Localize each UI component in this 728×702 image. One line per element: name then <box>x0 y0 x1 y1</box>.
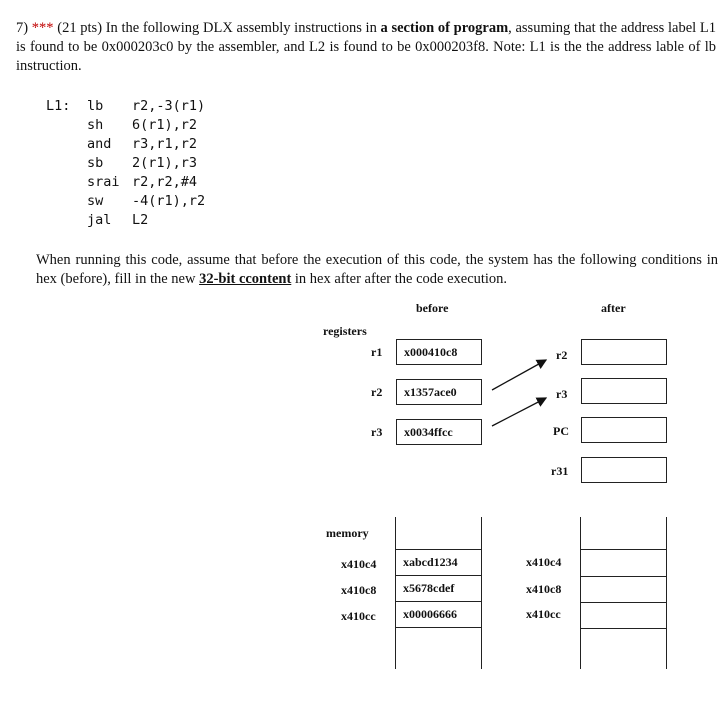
mem-value: x5678cdef <box>403 581 455 595</box>
question-intro: (21 pts) In the following DLX assembly instructions in <box>57 20 377 36</box>
code-args: 6(r1),r2 <box>132 117 198 133</box>
mem-value: x00006666 <box>403 607 457 621</box>
question-bold: a section of program <box>380 20 509 36</box>
after-mem-addr: x410c8 <box>526 582 562 596</box>
question-number: 7) <box>16 20 29 36</box>
code-op: lb <box>87 98 104 114</box>
question-rest: , assuming that the address label L1 is found to be 0x000203c0 by the assembler, and L2 is found to be 0x000203f8. Note: L1 is the the address lable of lb instruction. <box>16 20 716 74</box>
reg-name: r3 <box>371 425 383 439</box>
registers-label: registers <box>323 324 367 338</box>
reg-value-box: x0034ffcc <box>396 419 482 445</box>
after-mem-addr: x410cc <box>526 607 561 621</box>
code-args: 2(r1),r3 <box>132 155 198 171</box>
after-mem-input[interactable] <box>581 550 666 576</box>
after-reg-name: r31 <box>551 464 569 478</box>
after-reg-name: r2 <box>556 348 568 362</box>
memory-divider <box>395 575 482 576</box>
code-args: r2,r2,#4 <box>132 174 198 190</box>
instruction-pre: When running this code, assume that before the execution of this code, the system has the following conditions in hex (before), fill in the new <box>36 252 718 287</box>
instruction-underlined: 32-bit ccontent <box>199 271 292 287</box>
code-block <box>46 97 306 230</box>
after-reg-name: r3 <box>556 387 568 401</box>
memory-divider <box>395 549 482 550</box>
after-reg-input[interactable] <box>581 457 667 483</box>
question-text <box>16 19 716 76</box>
memory-divider <box>395 601 482 602</box>
instruction-text <box>36 251 718 289</box>
memory-divider <box>580 628 667 629</box>
code-op: sh <box>87 117 104 133</box>
reg-name: r1 <box>371 345 383 359</box>
code-op: sb <box>87 155 104 171</box>
arrow-icon <box>492 398 546 426</box>
instruction-post: in hex after after the code execution. <box>294 271 508 287</box>
after-header: after <box>601 301 626 315</box>
after-mem-input[interactable] <box>581 577 666 602</box>
reg-name: r2 <box>371 385 383 399</box>
after-reg-input[interactable] <box>581 378 667 404</box>
memory-label: memory <box>326 526 369 540</box>
memory-divider <box>395 627 482 628</box>
after-reg-input[interactable] <box>581 417 667 443</box>
mem-value: xabcd1234 <box>403 555 458 569</box>
code-op: jal <box>87 212 112 228</box>
code-label: L1: <box>46 98 71 114</box>
code-op: and <box>87 136 112 152</box>
code-args: L2 <box>132 212 149 228</box>
after-reg-input[interactable] <box>581 339 667 365</box>
code-op: sw <box>87 193 104 209</box>
after-mem-addr: x410c4 <box>526 555 562 569</box>
mem-addr: x410cc <box>341 609 376 623</box>
reg-value-box: x000410c8 <box>396 339 482 365</box>
mem-addr: x410c4 <box>341 557 377 571</box>
after-mem-input[interactable] <box>581 603 666 628</box>
after-reg-name: PC <box>553 424 569 438</box>
code-args: -4(r1),r2 <box>132 193 206 209</box>
before-header: before <box>416 301 449 315</box>
difficulty-stars: *** <box>31 20 54 36</box>
code-op: srai <box>87 174 120 190</box>
code-args: r3,r1,r2 <box>132 136 198 152</box>
arrow-icon <box>492 360 546 390</box>
reg-value-box: x1357ace0 <box>396 379 482 405</box>
code-args: r2,-3(r1) <box>132 98 206 114</box>
mem-addr: x410c8 <box>341 583 377 597</box>
